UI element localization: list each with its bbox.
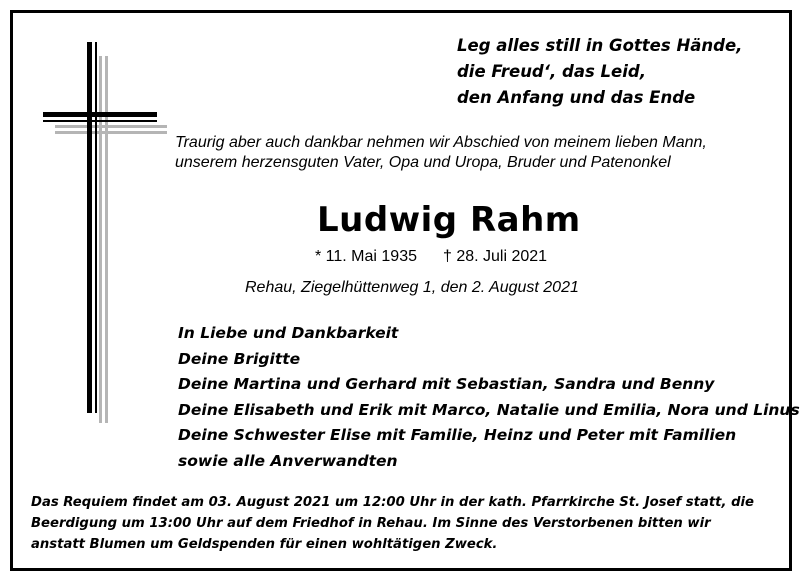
mourner-line: Deine Elisabeth und Erik mit Marco, Natalie und Emilia, Nora und Linus — [178, 400, 800, 419]
cross-shadow — [55, 56, 167, 423]
mourner-line: Deine Brigitte — [178, 349, 301, 368]
mourner-line: In Liebe und Dankbarkeit — [178, 324, 399, 342]
life-dates — [315, 248, 547, 266]
cross-icon — [41, 42, 181, 442]
intro-line: unserem herzensguten Vater, Opa und Uropa, Bruder und Patenonkel — [175, 154, 671, 171]
poem — [457, 33, 742, 111]
service-info-line: anstatt Blumen um Geldspenden für einen wohltätigen Zweck. — [31, 537, 498, 552]
deceased-name: Ludwig Rahm — [317, 200, 581, 240]
intro-line: Traurig aber auch dankbar nehmen wir Abschied von meinem lieben Mann, — [175, 134, 707, 151]
intro-text — [175, 133, 707, 173]
obituary-notice — [10, 10, 800, 571]
mourner-line: Deine Martina und Gerhard mit Sebastian, Sandra und Benny — [178, 375, 715, 393]
mourners-list — [178, 321, 800, 474]
mourner-line: Deine Schwester Elise mit Familie, Heinz und Peter mit Familien — [178, 426, 737, 444]
poem-line: Leg alles still in Gottes Hände, — [457, 36, 743, 55]
mourner-line: sowie alle Anverwandten — [178, 451, 398, 470]
birth-date: * 11. Mai 1935 — [315, 248, 417, 265]
death-date: † 28. Juli 2021 — [443, 248, 548, 265]
service-info-line: Beerdigung um 13:00 Uhr auf dem Friedhof in Rehau. Im Sinne des Verstorbenen bitten wir — [31, 516, 711, 531]
poem-line: den Anfang und das Ende — [457, 88, 696, 107]
poem-line: die Freud‘, das Leid, — [457, 62, 646, 81]
service-info-line: Das Requiem findet am 03. August 2021 um 12:00 Uhr in der kath. Pfarrkirche St. Josef statt, die — [31, 495, 754, 510]
service-info — [31, 492, 754, 555]
place-and-date: Rehau, Ziegelhüttenweg 1, den 2. August 2021 — [245, 279, 579, 296]
